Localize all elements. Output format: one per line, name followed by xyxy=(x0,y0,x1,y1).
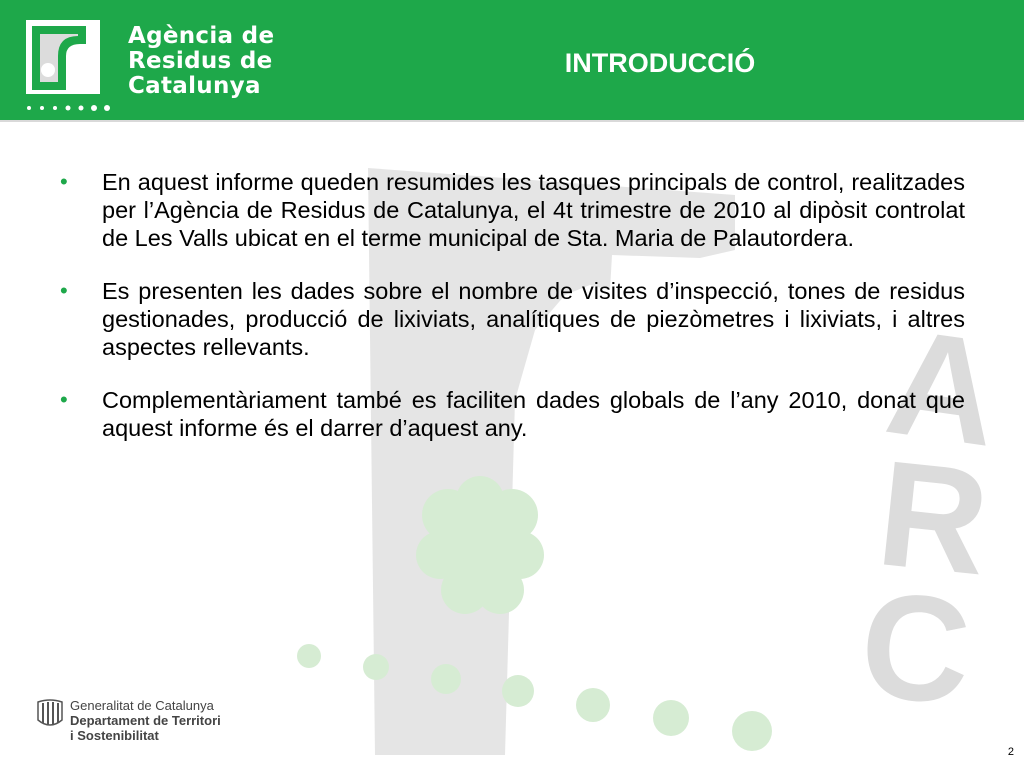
footer-line-1: Generalitat de Catalunya xyxy=(70,698,214,713)
bullet-marker: • xyxy=(60,169,68,194)
bullet-text: Es presenten les dades sobre el nombre de visites d’inspecció, tones de residus gestionades, producció de lixiviats, analítiques de piezòmetres i lixiviats, i altres aspectes rellevants. xyxy=(102,278,965,360)
bullet-marker: • xyxy=(60,278,68,303)
logo-line-3: Catalunya xyxy=(128,73,261,99)
slide-header xyxy=(0,0,1024,122)
bullet-list xyxy=(60,168,965,467)
arc-logo-mark xyxy=(26,20,100,94)
generalitat-logo-icon xyxy=(36,698,64,730)
bullet-marker: • xyxy=(60,387,68,412)
bullet-item xyxy=(60,168,965,252)
logo-dots-icon xyxy=(26,104,116,112)
bullet-text: Complementàriament també es faciliten dades globals de l’any 2010, donat que aquest informe és el darrer d’aquest any. xyxy=(102,387,965,441)
slide-title: INTRODUCCIÓ xyxy=(564,48,756,78)
logo-line-2: Residus de xyxy=(128,48,273,74)
bullet-item xyxy=(60,386,965,442)
footer-line-2: Departament de Territori xyxy=(70,713,221,728)
agency-logo-text xyxy=(128,24,274,99)
footer-department xyxy=(70,698,221,743)
watermark-dots xyxy=(297,644,772,751)
footer-line-3: i Sostenibilitat xyxy=(70,728,159,743)
watermark-letter-c: C xyxy=(855,560,976,736)
watermark-letter-r: R xyxy=(870,428,997,607)
watermark-letter-a: A xyxy=(877,296,1009,478)
page-number: 2 xyxy=(1007,746,1014,758)
bullet-item xyxy=(60,277,965,361)
bullet-text: En aquest informe queden resumides les tasques principals de control, realitzades per l’Agència de Residus de Catalunya, el 4t trimestre de 2010 al dipòsit controlat de Les Valls ubicat en el terme municipal de Sta. Maria de Palautordera. xyxy=(102,169,965,251)
logo-line-1: Agència de xyxy=(128,23,275,49)
